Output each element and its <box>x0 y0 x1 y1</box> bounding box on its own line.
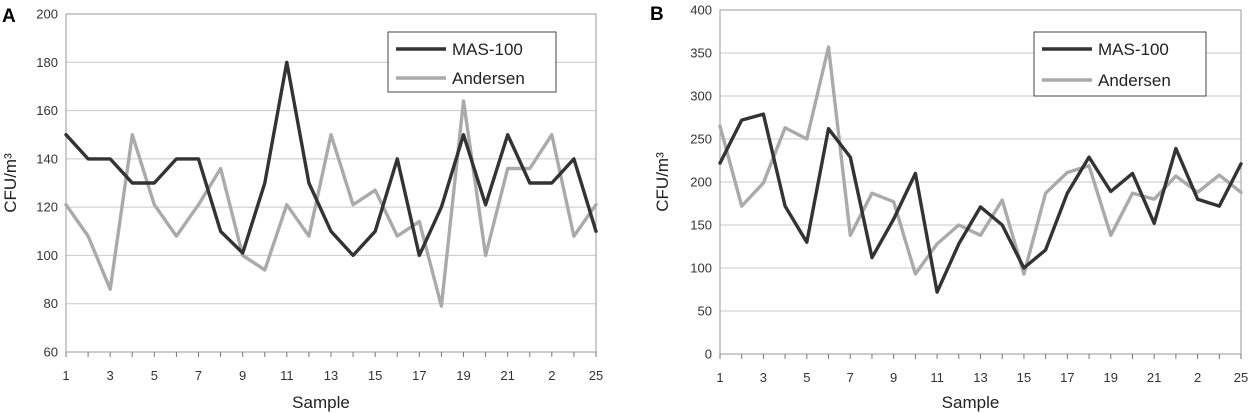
x-tick-label: 11 <box>280 368 294 383</box>
y-tick-label: 50 <box>697 303 712 319</box>
x-tick-label: 7 <box>194 368 203 383</box>
legend-label: MAS-100 <box>1098 40 1169 59</box>
x-tick-label: 2 <box>548 368 556 383</box>
y-tick-label: 200 <box>36 6 58 22</box>
y-axis-label: CFU/m³ <box>653 152 672 212</box>
y-tick-label: 80 <box>43 296 58 312</box>
x-tick-label: 2 <box>1193 370 1202 385</box>
x-tick-label: 19 <box>1103 370 1118 385</box>
y-tick-label: 350 <box>690 45 712 61</box>
x-tick-label: 9 <box>890 370 898 385</box>
y-tick-label: 60 <box>43 344 58 360</box>
x-tick-label: 5 <box>803 370 811 385</box>
y-tick-label: 400 <box>690 2 712 18</box>
legend-label: Andersen <box>452 69 525 88</box>
chart-panel-a <box>1 6 603 412</box>
y-tick-label: 150 <box>690 217 712 233</box>
panel-label: B <box>650 4 664 25</box>
x-tick-label: 1 <box>62 368 70 383</box>
y-tick-label: 140 <box>36 151 58 167</box>
y-axis-label: CFU/m³ <box>1 153 20 213</box>
x-tick-label: 13 <box>973 370 988 385</box>
legend-label: Andersen <box>1098 71 1171 90</box>
x-tick-label: 25 <box>588 368 604 383</box>
x-tick-label: 13 <box>323 368 339 383</box>
x-tick-label: 3 <box>759 370 768 385</box>
chart-panel-b <box>650 3 1248 413</box>
x-tick-label: 17 <box>1060 370 1075 385</box>
y-tick-label: 180 <box>36 54 58 70</box>
x-tick-label: 21 <box>1146 370 1162 385</box>
y-tick-label: 300 <box>690 88 712 104</box>
x-tick-label: 7 <box>846 370 854 385</box>
y-tick-label: 100 <box>36 247 58 263</box>
x-axis-label: Sample <box>941 393 1000 412</box>
y-tick-label: 200 <box>690 174 712 190</box>
x-tick-label: 17 <box>412 368 427 383</box>
y-tick-label: 0 <box>704 346 712 362</box>
y-tick-label: 250 <box>690 131 712 147</box>
x-tick-label: 21 <box>500 368 515 383</box>
x-tick-label: 19 <box>456 368 471 383</box>
legend-label: MAS-100 <box>452 40 523 59</box>
x-axis-label: Sample <box>292 393 350 412</box>
y-tick-label: 120 <box>36 199 58 215</box>
y-tick-label: 100 <box>690 260 712 276</box>
x-tick-label: 15 <box>1016 370 1032 385</box>
x-tick-label: 25 <box>1233 370 1249 385</box>
legend <box>1034 32 1206 96</box>
x-tick-label: 5 <box>150 368 158 383</box>
x-tick-label: 15 <box>367 368 383 383</box>
y-tick-label: 160 <box>36 103 58 119</box>
x-tick-label: 3 <box>106 368 114 383</box>
series-line-andersen <box>66 101 596 306</box>
panel-label: A <box>2 6 16 27</box>
x-tick-label: 11 <box>930 370 944 385</box>
legend <box>388 32 556 92</box>
x-tick-label: 1 <box>716 370 724 385</box>
series-line-mas-100 <box>720 114 1241 292</box>
x-tick-label: 9 <box>239 368 247 383</box>
